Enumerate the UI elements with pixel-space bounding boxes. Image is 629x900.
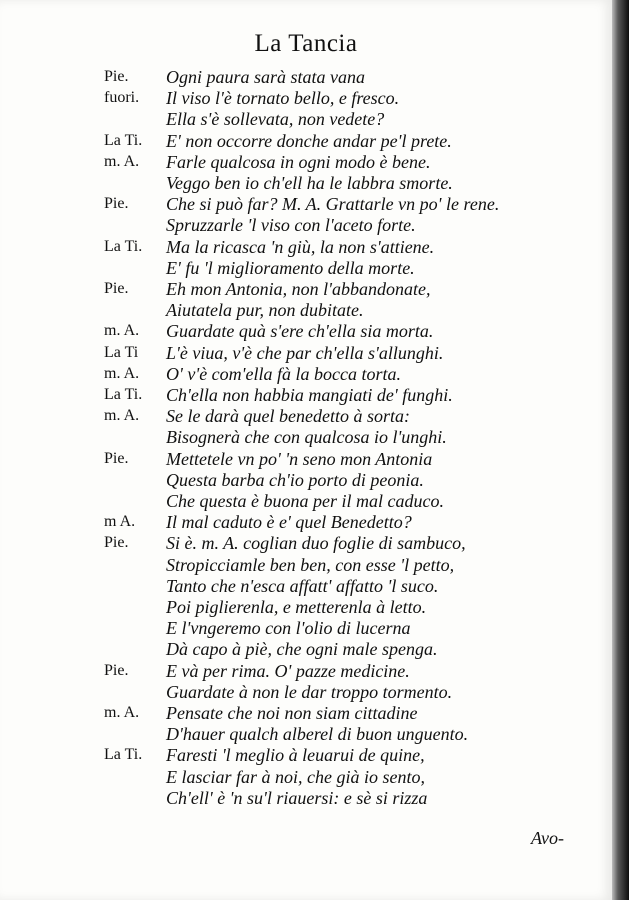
verse-text: Ogni paura sarà stata vana [166, 67, 366, 87]
verse-text: Veggo ben io ch'ell ha le labbra smorte. [166, 173, 453, 193]
verse-line [0, 660, 612, 682]
verse-line [0, 257, 612, 279]
verse-text: E' non occorre donche andar pe'l prete. [166, 130, 452, 151]
verse-text: Eh mon Antonia, non l'abbandonate, [166, 279, 431, 299]
verse-text: Il mal caduto è e' quel Benedetto? [166, 512, 412, 533]
verse-line [0, 617, 612, 639]
speaker-label: Pie. [104, 280, 129, 297]
verse-text: Farle qualcosa in ogni modo è bene. [166, 151, 431, 172]
verse-text: Aiutatela pur, non dubitate. [166, 300, 364, 321]
verse-line [0, 193, 612, 215]
verse-line [0, 596, 612, 618]
verse-line [0, 236, 612, 258]
verse-text: Si è. m. A. coglian duo foglie di sambuco, [166, 533, 466, 554]
verse-line [0, 66, 612, 88]
speaker-label: m. A. [104, 704, 140, 721]
verse-line [0, 278, 612, 300]
verse-line [0, 448, 612, 470]
binding-gutter [612, 0, 629, 900]
verse-line [0, 405, 612, 427]
running-head: La Tancia [254, 30, 358, 57]
speaker-label: m. A. [104, 407, 140, 425]
verse-text: E' fu 'l miglioramento della morte. [166, 257, 415, 278]
verse-text: Pensate che noi non siam cittadine [166, 703, 418, 723]
verse-text: Che si può far? M. A. Grattarle vn po' le rene. [166, 194, 500, 215]
verse-text: Faresti 'l meglio à leuarui de quine, [166, 745, 425, 766]
speaker-label: La Ti. [104, 746, 143, 764]
verse-line [0, 384, 612, 406]
verse-text: Che questa è buona per il mal caduco. [166, 491, 444, 511]
speaker-label: Pie. [104, 449, 129, 467]
verse-text: Tanto che n'esca affatt' affatto 'l suco. [166, 575, 439, 596]
speaker-label: m. A. [104, 152, 140, 170]
verse-text: Ma la ricasca 'n giù, la non s'attiene. [166, 236, 435, 257]
verse-text: Ch'ell' è 'n su'l riauersi: e sè si rizza [166, 787, 428, 808]
verse-text: E l'vngeremo con l'olio di lucerna [166, 618, 411, 639]
verse-line [0, 426, 612, 448]
verse-text: E lasciar far à noi, che già io sento, [166, 766, 425, 787]
verse-text: Se le darà quel benedetto à sorta: [166, 406, 410, 427]
verse-text: Bisognerà che con qualcosa io l'unghi. [166, 427, 447, 448]
verse-text: E và per rima. O' pazze medicine. [166, 660, 410, 681]
verse-line [0, 299, 612, 321]
verse-line [0, 787, 612, 809]
verse-line [0, 575, 612, 597]
verse-line [0, 681, 612, 703]
verse-text: Guardate à non le dar troppo tormento. [166, 681, 453, 702]
verse-line [0, 744, 612, 766]
verse-line [0, 87, 612, 109]
speaker-label: La Ti [104, 343, 139, 361]
verse-line [0, 702, 612, 724]
verse-line [0, 151, 612, 173]
verse-line [0, 320, 612, 342]
speaker-label: Pie. [104, 661, 129, 679]
verse-line [0, 490, 612, 512]
verse-line [0, 469, 612, 491]
verse-text: Questa barba ch'io porto di peonia. [166, 469, 424, 490]
speaker-label: La Ti. [104, 237, 143, 255]
verse-text: Guardate quà s'ere ch'ella sia morta. [166, 321, 434, 342]
verse-text: Ella s'è sollevata, non vedete? [166, 109, 385, 130]
speaker-label: Pie. [104, 68, 129, 85]
verse-text: Ch'ella non habbia mangiati de' funghi. [166, 385, 453, 405]
verse-line [0, 172, 612, 194]
speaker-label: La Ti. [104, 131, 143, 149]
speaker-label: Pie. [104, 534, 129, 552]
verse-line [0, 766, 612, 788]
speaker-label: fuori. [104, 89, 140, 107]
verse-text: Dà capo à piè, che ogni male spenga. [166, 639, 438, 660]
verse-line [0, 363, 612, 385]
verse-line [0, 214, 612, 236]
speaker-label: m. A. [104, 364, 140, 382]
speaker-label: m A. [104, 513, 136, 531]
verse-text: O' v'è com'ella fà la bocca torta. [166, 363, 401, 384]
catchword: Avo- [531, 828, 564, 848]
verse-text: Il viso l'è tornato bello, e fresco. [166, 88, 400, 109]
verse-line [0, 130, 612, 152]
verse-text: Spruzzarle 'l viso con l'aceto forte. [166, 215, 416, 236]
speaker-label: Pie. [104, 195, 129, 213]
speaker-label: La Ti. [104, 386, 143, 403]
speaker-label: m. A. [104, 322, 140, 340]
verse-text: Poi piglierenla, e metterenla à letto. [166, 597, 427, 617]
verse-text: D'hauer qualch alberel di buon unguento. [166, 724, 469, 745]
verse-text: L'è viua, v'è che par ch'ella s'allunghi. [166, 342, 444, 363]
verse-line [0, 532, 612, 554]
verse-line [0, 108, 612, 130]
verse-text: Stropicciamle ben ben, con esse 'l petto, [166, 554, 455, 575]
verse-text: Mettetele vn po' 'n seno mon Antonia [166, 448, 433, 469]
verse-line [0, 342, 612, 364]
verse-line [0, 554, 612, 576]
verse-line [0, 511, 612, 533]
verse-line [0, 638, 612, 660]
verse-line [0, 723, 612, 745]
